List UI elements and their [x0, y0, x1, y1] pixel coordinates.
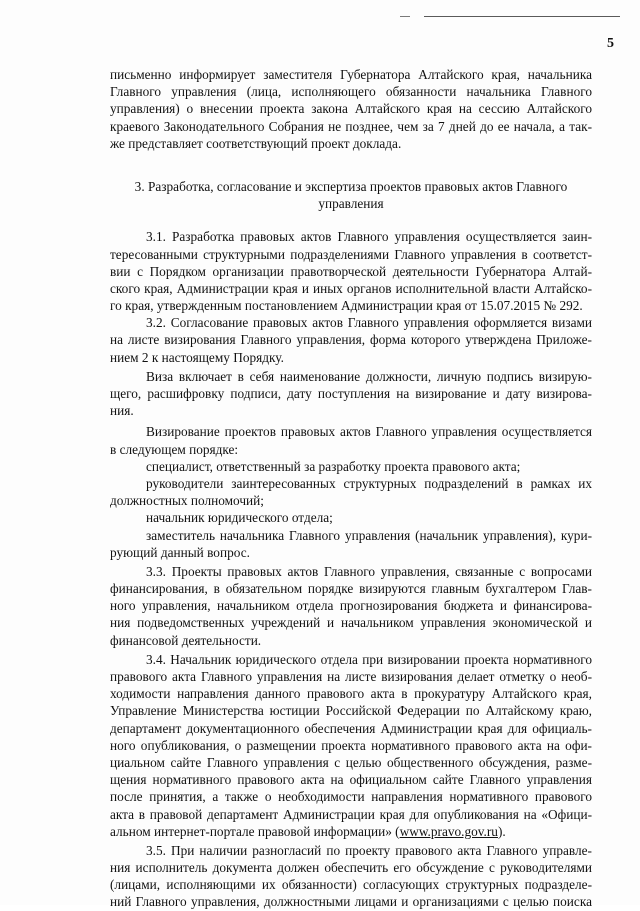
- text-line: после принятия, а также о необходимости направления нормативного правового: [110, 789, 592, 805]
- paragraph-visa: [110, 368, 592, 420]
- text-line: 3.3. Проекты правовых актов Главного управления, связанные с вопросами: [146, 563, 592, 579]
- text-line: на листе визирования Главного управления, форма которого утверждена Приложе-: [110, 332, 592, 348]
- list-item-continuation: должностных полномочий;: [110, 493, 264, 509]
- text-line: финансирования, в обязательном порядке визируются главным бухгалтером Глав-: [110, 581, 592, 597]
- text-line: акта в правовой департамент Администрации края для опубликования на «Офици-: [110, 806, 592, 822]
- text-line: нием 2 к настоящему Порядку.: [110, 349, 284, 365]
- paragraph-visa-order: [110, 423, 592, 457]
- text-line: Виза включает в себя наименование должности, личную подпись визирую-: [146, 368, 592, 384]
- list-item-continuation: рующий данный вопрос.: [110, 544, 250, 560]
- text-line: правового акта Главного управления на листе визирования делает отметку о необ-: [110, 669, 592, 684]
- scan-artifact-line: [424, 16, 620, 17]
- text-line: письменно информирует заместителя Губернатора Алтайского края, начальника: [110, 67, 592, 82]
- text-line: ного управления, начальником отдела прогнозирования бюджета и финансирова-: [110, 598, 592, 614]
- text-line: ния.: [110, 403, 134, 419]
- intro-paragraph: [110, 66, 592, 152]
- text-line: ного опубликования, о размещении проекта нормативного правового акта на офи-: [110, 737, 592, 753]
- list-item: специалист, ответственный за разработку проекта правового акта;: [146, 458, 521, 474]
- text-line: управления) о внесении проекта закона Алтайского края на сессию Алтайского: [110, 101, 592, 117]
- text-fragment: ).: [497, 823, 506, 839]
- list-item: руководители заинтересованных структурных подразделений в рамках их: [146, 475, 592, 491]
- text-line: вии с Порядком организации правотворческой деятельности Губернатора Алтай-: [110, 263, 592, 279]
- text-line: циальном сайте Главного управления с целью общественного обсуждения, разме-: [110, 754, 592, 770]
- text-line: в следующем порядке:: [110, 441, 239, 457]
- paragraph-3-5: [110, 842, 592, 911]
- text-line: щего, расшифровку подписи, дату поступления на визирование и дату визирова-: [110, 386, 592, 401]
- text-line: [110, 823, 592, 840]
- text-line: 3.2. Согласование правовых актов Главного управления оформляется визами: [146, 315, 592, 331]
- text-line: ходимости направления данного правового акта в прокуратуру Алтайского края,: [110, 686, 592, 702]
- scan-artifact-line: [400, 16, 410, 17]
- text-line: ского края, Администрации края и иных органов исполнительной власти Алтайско-: [110, 280, 592, 296]
- text-line: же представляет соответствующий проект доклада.: [110, 135, 402, 151]
- page-number: 5: [607, 36, 614, 51]
- list-item: начальник юридического отдела;: [146, 510, 333, 526]
- text-line: Управление Министерства юстиции Российской Федерации по Алтайскому краю,: [110, 703, 592, 719]
- text-fragment: альном интернет-портале правовой информации» (: [110, 823, 400, 839]
- paragraph-3-4: [110, 651, 592, 840]
- document-body: [110, 66, 592, 911]
- text-line: го края, утвержденным постановлением Администрации края от 15.07.2015 № 292.: [110, 298, 583, 314]
- text-line: Главного управления (лица, исполняющего обязанности начальника Главного: [110, 84, 592, 100]
- text-line: 3.5. При наличии разногласий по проекту правового акта Главного управле-: [146, 842, 592, 858]
- pravo-gov-link[interactable]: www.pravo.gov.ru: [399, 823, 498, 839]
- text-line: ния подведомственных учреждений и начальником управления экономической и: [110, 615, 592, 631]
- section-heading: [110, 178, 592, 212]
- text-line: финансовой деятельности.: [110, 632, 262, 648]
- text-line: ния исполнитель документа должен обеспечить его обсуждение с руководителями: [110, 860, 592, 876]
- text-line: 3.1. Разработка правовых актов Главного управления осуществляется заин-: [146, 229, 592, 245]
- text-line: ний Главного управления, должностными лицами и организациями с целью поиска: [110, 894, 592, 910]
- text-line: тересованными структурными подразделениями Главного управления в соответст-: [110, 246, 592, 262]
- text-line: Визирование проектов правовых актов Главного управления осуществляется: [146, 424, 592, 440]
- text-line: щения нормативного правового акта на официальном сайте Главного управления: [110, 772, 592, 788]
- text-line: департамент документационного обеспечения Администрации края для официаль-: [110, 720, 592, 736]
- paragraph-3-1: [110, 228, 592, 314]
- text-line: краевого Законодательного Собрания не позднее, чем за 7 дней до ее начала, а так-: [110, 118, 592, 134]
- section-heading-line: управления: [318, 196, 384, 212]
- text-line: 3.4. Начальник юридического отдела при визировании проекта нормативного: [146, 651, 592, 667]
- paragraph-3-2: [110, 314, 592, 366]
- section-heading-line: 3. Разработка, согласование и экспертиза проектов правовых актов Главного: [134, 178, 568, 194]
- list-item: заместитель начальника Главного управления (начальник управления), кури-: [146, 527, 592, 543]
- text-line: (лицами, исполняющими их обязанности) согласующих структурных подразделе-: [110, 877, 592, 893]
- paragraph-3-3: [110, 563, 592, 649]
- visa-order-list: [110, 458, 592, 561]
